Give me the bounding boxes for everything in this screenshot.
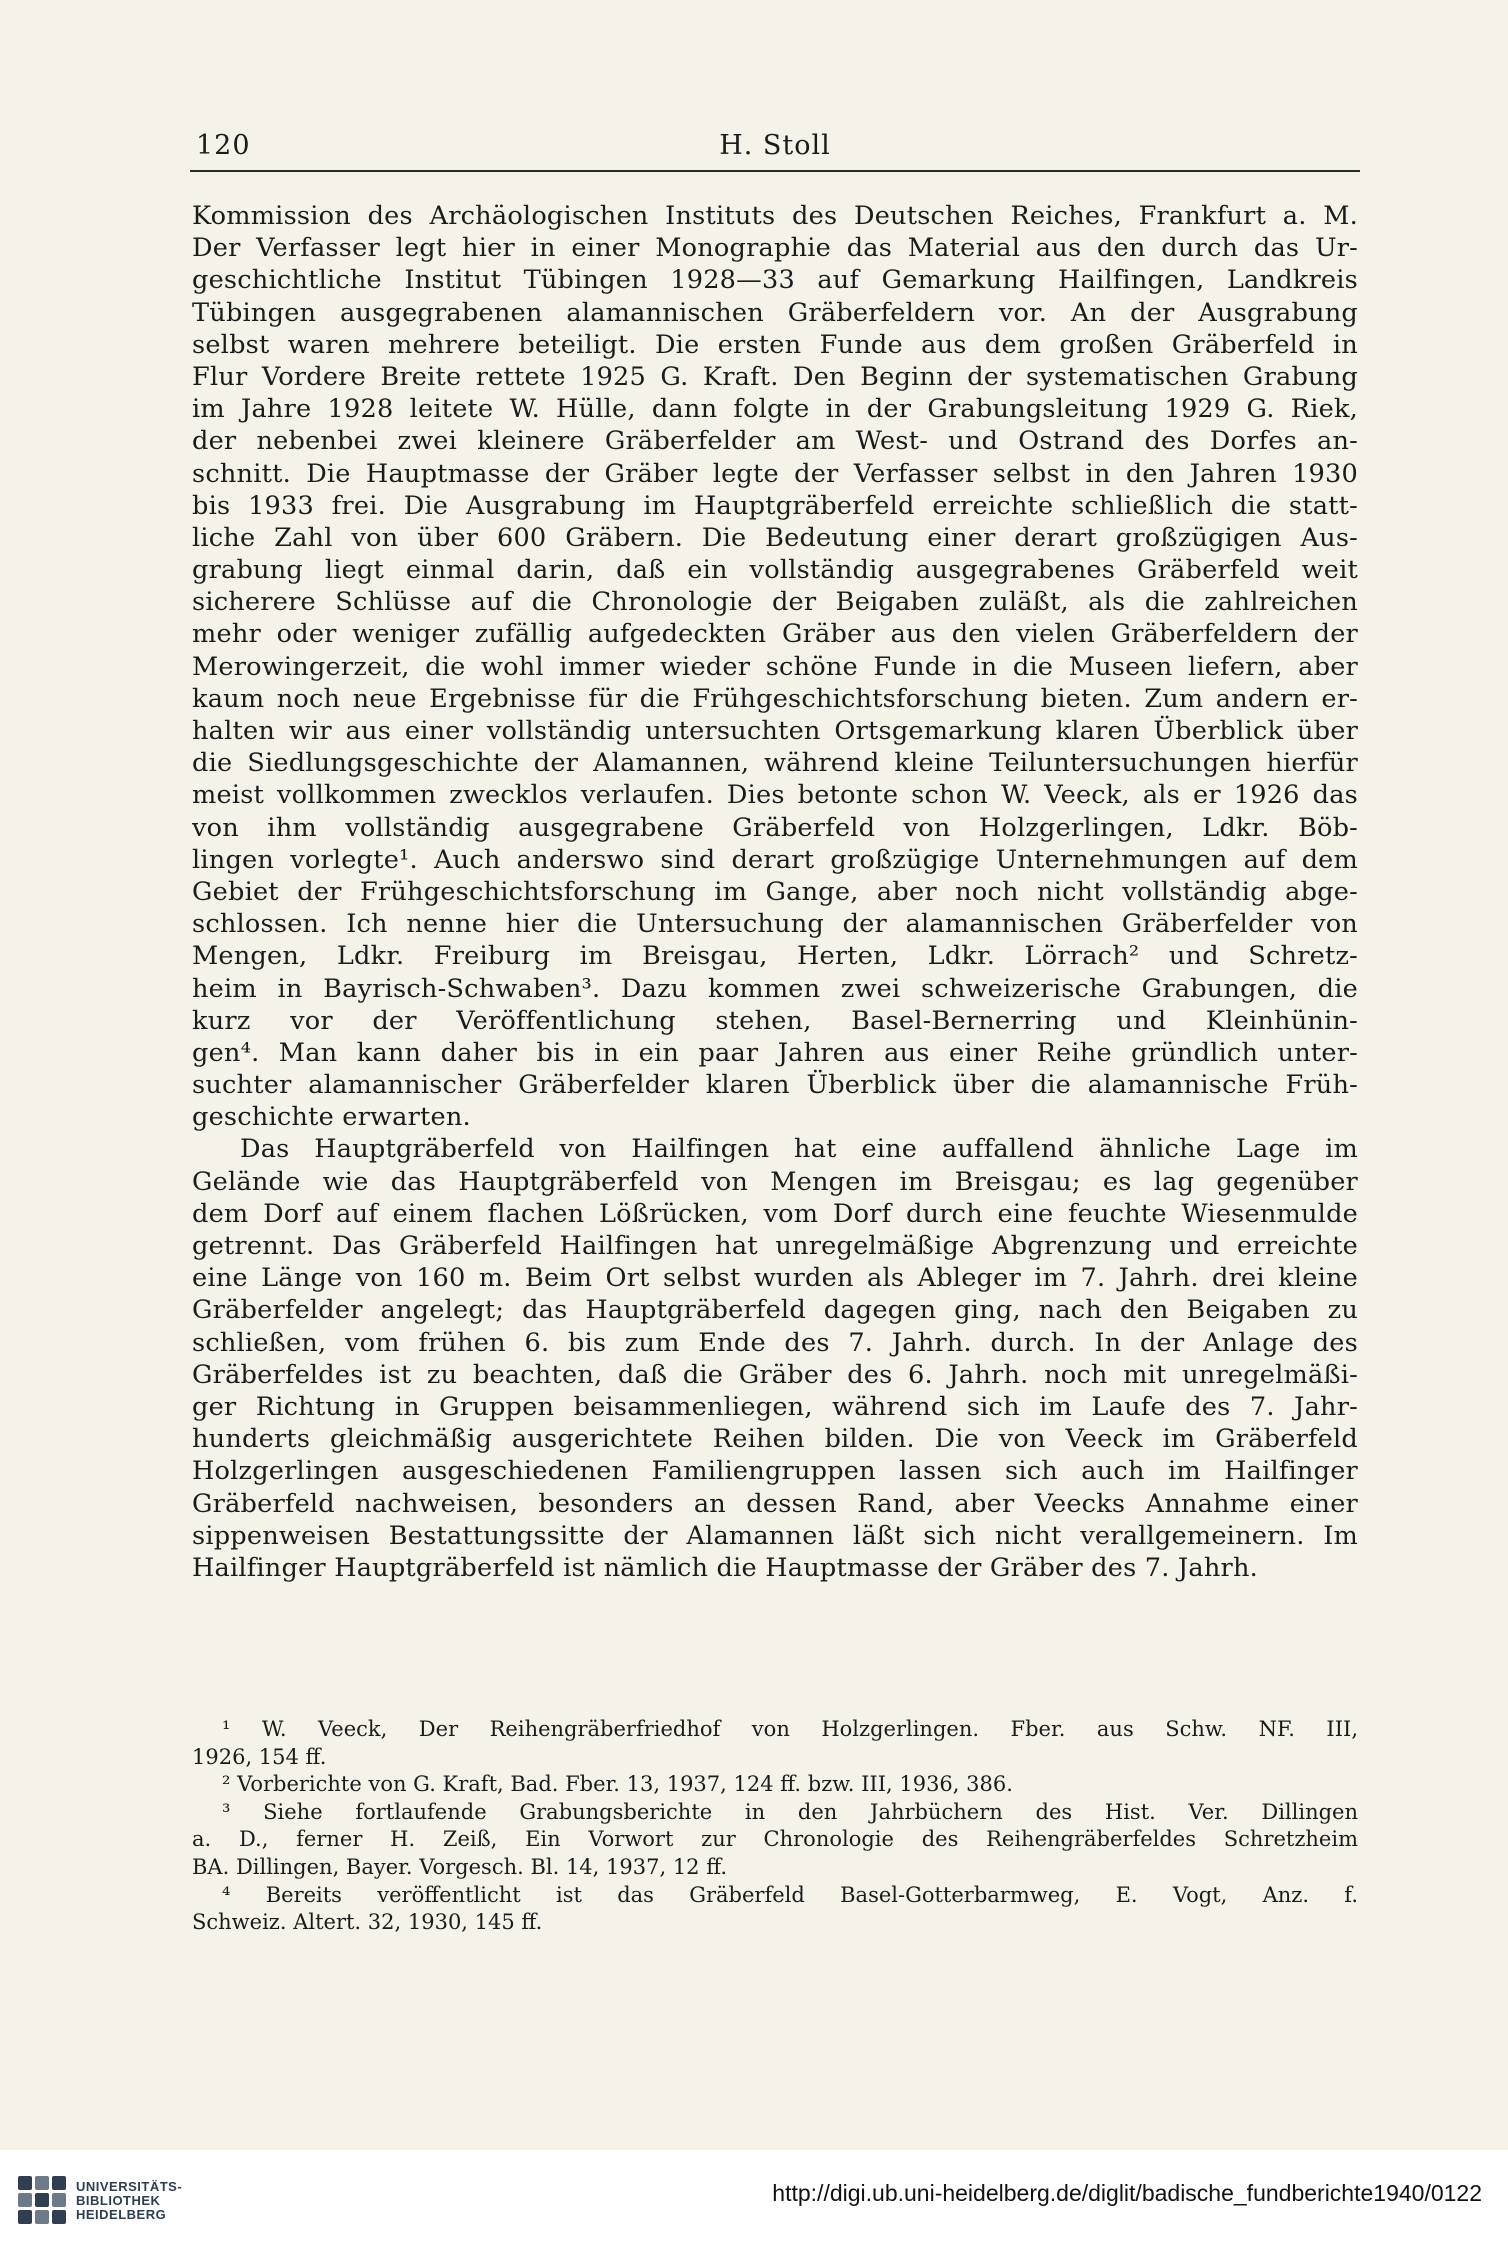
footnote-line: ² Vorberichte von G. Kraft, Bad. Fber. 13, 1937, 124 ff. bzw. III, 1936, 386.	[222, 1772, 1013, 1797]
body-line: gen⁴. Man kann daher bis in ein paar Jahren aus einer Reihe gründlich unter-	[192, 1037, 1358, 1068]
footnote-line: ³ Siehe fortlaufende Grabungsberichte in den Jahrbüchern des Hist. Ver. Dillingen	[222, 1799, 1358, 1824]
body-line: heim in Bayrisch-Schwaben³. Dazu kommen zwei schweizerische Grabungen, die	[192, 973, 1358, 1004]
page-header	[190, 128, 1360, 172]
body-line: von ihm vollständig ausgegrabene Gräberfeld von Holzgerlingen, Ldkr. Böb-	[192, 812, 1358, 843]
body-line: der nebenbei zwei kleinere Gräberfelder am West- und Ostrand des Dorfes an-	[192, 426, 1358, 457]
body-line: grabung liegt einmal darin, daß ein vollständig ausgegrabenes Gräberfeld weit	[192, 555, 1358, 586]
library-name	[76, 2180, 182, 2222]
running-title: H. Stoll	[719, 130, 831, 161]
body-line: ger Richtung in Gruppen beisammenliegen, während sich im Laufe des 7. Jahr-	[192, 1391, 1358, 1422]
body-line: die Siedlungsgeschichte der Alamannen, während kleine Teiluntersuchungen hierfür	[192, 748, 1358, 779]
body-line: Gräberfeldes ist zu beachten, daß die Gräber des 6. Jahrh. noch mit unregelmäßi-	[192, 1359, 1358, 1390]
page-number: 120	[196, 130, 251, 161]
body-line: getrennt. Das Gräberfeld Hailfingen hat unregelmäßige Abgrenzung und erreichte	[192, 1231, 1358, 1261]
body-line: halten wir aus einer vollständig untersuchten Ortsgemarkung klaren Überblick über	[192, 716, 1358, 746]
body-line: geschichte erwarten.	[192, 1102, 471, 1133]
body-line: liche Zahl von über 600 Gräbern. Die Bedeutung einer derart großzügigen Aus-	[192, 522, 1358, 553]
body-line: Holzgerlingen ausgeschiedenen Familiengruppen lassen sich auch im Hailfinger	[192, 1456, 1358, 1487]
footnote-line: Schweiz. Altert. 32, 1930, 145 ff.	[192, 1910, 543, 1935]
body-line: lingen vorlegte¹. Auch anderswo sind derart großzügige Unternehmungen auf dem	[192, 844, 1358, 875]
body-line: dem Dorf auf einem flachen Lößrücken, vom Dorf durch eine feuchte Wiesenmulde	[192, 1198, 1358, 1229]
body-line: Gelände wie das Hauptgräberfeld von Mengen im Breisgau; es lag gegenüber	[192, 1166, 1358, 1197]
footnote-line: ¹ W. Veeck, Der Reihengräberfriedhof von Holzgerlingen. Fber. aus Schw. NF. III,	[222, 1717, 1358, 1741]
body-line: sippenweisen Bestattungssitte der Alamannen läßt sich nicht verallgemeinern. Im	[192, 1520, 1358, 1551]
body-line: eine Länge von 160 m. Beim Ort selbst wurden als Ableger im 7. Jahrh. drei kleine	[192, 1263, 1358, 1294]
body-line: Mengen, Ldkr. Freiburg im Breisgau, Herten, Ldkr. Lörrach² und Schretz-	[192, 941, 1358, 972]
body-line: mehr oder weniger zufällig aufgedeckten Gräber aus den vielen Gräberfeldern der	[192, 619, 1358, 650]
library-logo[interactable]	[18, 2174, 198, 2226]
footnote-line: a. D., ferner H. Zeiß, Ein Vorwort zur Chronologie des Reihengräberfeldes Schretzheim	[192, 1827, 1358, 1852]
body-line: suchter alamannischer Gräberfelder klaren Überblick über die alamannische Früh-	[192, 1070, 1358, 1101]
body-line: sicherere Schlüsse auf die Chronologie der Beigaben zuläßt, als die zahlreichen	[192, 587, 1358, 618]
body-line: kurz vor der Veröffentlichung stehen, Basel-Bernerring und Kleinhünin-	[192, 1005, 1358, 1036]
body-line: schlossen. Ich nenne hier die Untersuchung der alamannischen Gräberfelder von	[192, 909, 1358, 940]
body-line: Flur Vordere Breite rettete 1925 G. Kraft. Den Beginn der systematischen Grabung	[192, 361, 1358, 392]
viewer-footer	[0, 2150, 1508, 2244]
body-line: kaum noch neue Ergebnisse für die Frühgeschichtsforschung bieten. Zum andern er-	[192, 683, 1358, 714]
library-name-line1: UNIVERSITÄTS-	[76, 2179, 183, 2194]
body-line: meist vollkommen zwecklos verlaufen. Dies betonte schon W. Veeck, als er 1926 das	[192, 780, 1358, 811]
library-name-line3: HEIDELBERG	[76, 2207, 167, 2222]
footnote-line: 1926, 154 ff.	[192, 1744, 327, 1769]
body-line: Das Hauptgräberfeld von Hailfingen hat eine auffallend ähnliche Lage im	[240, 1134, 1358, 1165]
body-line: Gebiet der Frühgeschichtsforschung im Gange, aber noch nicht vollständig abge-	[192, 876, 1358, 907]
body-line: hunderts gleichmäßig ausgerichtete Reihen bilden. Die von Veeck im Gräberfeld	[192, 1424, 1358, 1455]
body-line: im Jahre 1928 leitete W. Hülle, dann folgte in der Grabungsleitung 1929 G. Riek,	[192, 394, 1358, 425]
body-text	[192, 200, 1358, 1584]
footnote-line: ⁴ Bereits veröffentlicht ist das Gräberfeld Basel-Gotterbarmweg, E. Vogt, Anz. f.	[222, 1882, 1358, 1907]
body-line: Der Verfasser legt hier in einer Monographie das Material aus den durch das Ur-	[192, 233, 1358, 264]
body-line: Tübingen ausgegrabenen alamannischen Gräberfeldern vor. An der Ausgrabung	[192, 297, 1358, 328]
body-line: geschichtliche Institut Tübingen 1928—33 auf Gemarkung Hailfingen, Landkreis	[192, 265, 1358, 296]
body-line: Kommission des Archäologischen Instituts des Deutschen Reiches, Frankfurt a. M.	[192, 201, 1358, 231]
footnotes	[192, 1716, 1358, 1937]
body-line: Merowingerzeit, die wohl immer wieder schöne Funde in die Museen liefern, aber	[192, 651, 1358, 682]
body-line: Hailfinger Hauptgräberfeld ist nämlich die Hauptmasse der Gräber des 7. Jahrh.	[192, 1552, 1258, 1583]
footnote-line: BA. Dillingen, Bayer. Vorgesch. Bl. 14, 1937, 12 ff.	[192, 1854, 728, 1879]
body-line: bis 1933 frei. Die Ausgrabung im Hauptgräberfeld erreichte schließlich die statt-	[192, 490, 1358, 521]
body-line: schnitt. Die Hauptmasse der Gräber legte der Verfasser selbst in den Jahren 1930	[192, 458, 1358, 489]
body-line: Gräberfeld nachweisen, besonders an dessen Rand, aber Veecks Annahme einer	[192, 1488, 1358, 1519]
permalink-url[interactable]: http://digi.ub.uni-heidelberg.de/diglit/badische_fundberichte1940/0122	[772, 2180, 1482, 2206]
library-logo-icon	[18, 2176, 66, 2224]
body-line: Gräberfelder angelegt; das Hauptgräberfeld dagegen ging, nach den Beigaben zu	[192, 1295, 1358, 1326]
library-name-line2: BIBLIOTHEK	[76, 2193, 161, 2208]
body-line: selbst waren mehrere beteiligt. Die ersten Funde aus dem großen Gräberfeld in	[192, 329, 1358, 360]
body-line: schließen, vom frühen 6. bis zum Ende des 7. Jahrh. durch. In der Anlage des	[192, 1327, 1358, 1358]
